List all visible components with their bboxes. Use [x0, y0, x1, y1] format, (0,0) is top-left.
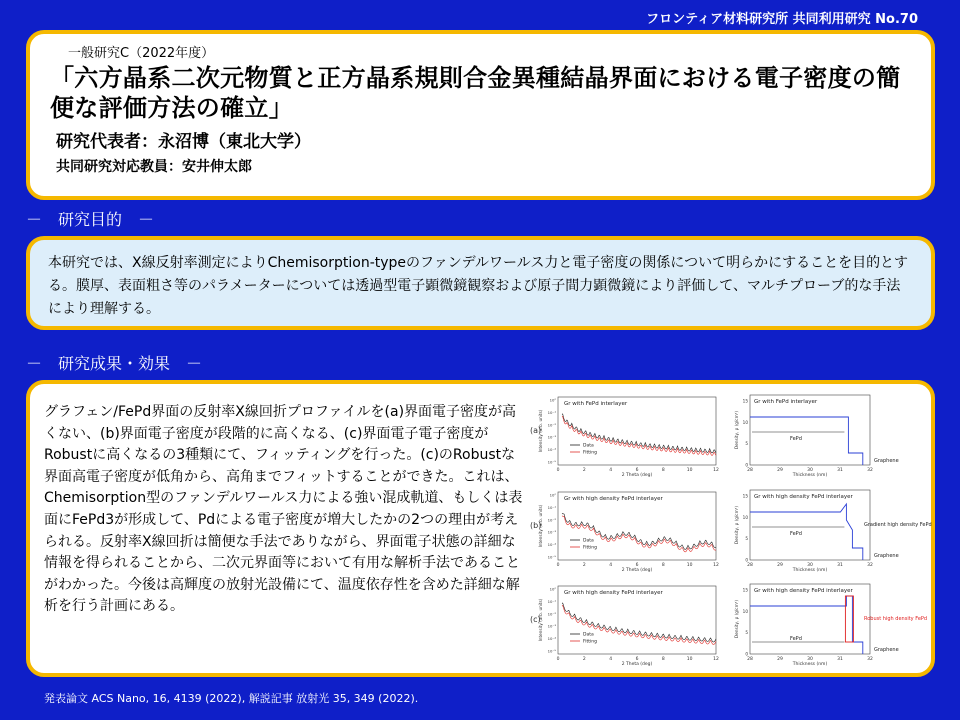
density-x-axis-label: Thickness (nm): [792, 568, 828, 573]
graphene-label: Graphene: [874, 553, 899, 559]
panel-label: (b): [530, 521, 542, 530]
density-y-tick-label: 5: [745, 441, 748, 447]
density-x-axis-label: Thickness (nm): [792, 473, 828, 478]
density-y-axis-label: Density, ρ (g/cm³): [734, 600, 739, 638]
density-x-tick-label: 29: [777, 468, 783, 473]
density-x-tick-label: 31: [837, 657, 843, 662]
robust-label: Robust high density FePd: [864, 616, 928, 622]
results-panel: [26, 380, 935, 677]
density-y-tick-label: 15: [742, 493, 748, 499]
density-y-tick-label: 5: [745, 630, 748, 636]
purpose-heading: － 研究目的 －: [26, 210, 155, 229]
results-heading: － 研究成果・効果 －: [26, 354, 203, 373]
xrr-x-tick-label: 0: [556, 657, 560, 662]
xrr-x-axis-label: 2 Theta (deg): [621, 662, 653, 667]
density-x-tick-label: 30: [807, 563, 813, 568]
purpose-text: 本研究では、X線反射率測定によりChemisorption-typeのファンデルワールス力と電子密度の関係について明らかにすることを目的とする。膜厚、表面粗さ等のパラメーターについては透過型電子顕微鏡観察および原子間力顕微鏡により評価して、マルチプローブ的な手法により理解する。: [48, 255, 909, 317]
purpose-panel: [26, 236, 935, 330]
xrr-x-tick-label: 10: [686, 563, 693, 568]
legend-fitting-label: Fitting: [583, 545, 597, 551]
panel-label: (a): [530, 426, 542, 435]
density-plot-frame: [750, 490, 870, 560]
xrr-x-tick-label: 8: [661, 468, 665, 473]
fepd-label: FePd: [790, 531, 802, 537]
density-y-tick-label: 15: [742, 587, 748, 593]
density-x-tick-label: 32: [867, 468, 873, 473]
density-y-tick-label: 10: [742, 514, 748, 520]
legend-fitting-label: Fitting: [583, 639, 597, 645]
xrr-x-tick-label: 8: [661, 657, 665, 662]
density-x-tick-label: 31: [837, 563, 843, 568]
xrr-x-axis-label: 2 Theta (deg): [621, 568, 653, 573]
xrr-y-tick-label: 10⁻¹: [547, 409, 556, 415]
legend-data-label: Data: [583, 632, 594, 638]
density-x-tick-label: 32: [867, 657, 873, 662]
xrr-y-tick-label: 10⁻⁵: [547, 459, 556, 465]
xrr-density-figure: [528, 386, 932, 671]
density-y-tick-label: 15: [742, 398, 748, 404]
xrr-x-tick-label: 2: [582, 563, 586, 568]
xrr-y-tick-label: 10⁻¹: [547, 504, 556, 510]
density-x-tick-label: 32: [867, 563, 873, 568]
density-x-tick-label: 28: [747, 468, 753, 473]
density-x-tick-label: 29: [777, 657, 783, 662]
xrr-y-tick-label: 10⁻³: [547, 529, 556, 535]
xrr-x-tick-label: 8: [661, 563, 665, 568]
density-x-tick-label: 28: [747, 563, 753, 568]
research-category: 一般研究C（2022年度）: [68, 46, 215, 61]
density-y-axis-label: Density, ρ (g/cm³): [734, 506, 739, 544]
xrr-y-tick-label: 10⁻⁴: [547, 636, 556, 642]
page-title: 「六方晶系二次元物質と正方晶系規則合金異種結晶界面における電子密度の簡便な評価方法の確立」: [50, 64, 901, 122]
xrr-x-tick-label: 6: [635, 563, 639, 568]
xrr-y-tick-label: 10⁰: [549, 586, 556, 592]
panel-label: (c): [530, 615, 541, 624]
header-tag: フロンティア材料研究所 共同利用研究 No.70: [646, 12, 918, 27]
density-y-tick-label: 5: [745, 536, 748, 542]
xrr-y-tick-label: 10⁻²: [547, 517, 556, 523]
xrr-plot-title: Gr with high density FePd interlayer: [564, 496, 663, 502]
xrr-x-tick-label: 10: [686, 468, 693, 473]
xrr-x-tick-label: 10: [686, 657, 693, 662]
xrr-y-tick-label: 10⁻⁵: [547, 554, 556, 560]
fepd-label: FePd: [790, 436, 802, 442]
xrr-x-tick-label: 12: [713, 563, 719, 568]
legend-data-label: Data: [583, 538, 594, 544]
xrr-x-tick-label: 2: [582, 468, 586, 473]
xrr-y-tick-label: 10⁻⁴: [547, 447, 556, 453]
xrr-plot-title: Gr with high density FePd interlayer: [564, 590, 663, 596]
xrr-y-axis-label: Intensity (arb. units): [538, 504, 543, 548]
xrr-x-tick-label: 6: [635, 468, 639, 473]
publication-footer: 発表論文 ACS Nano, 16, 4139 (2022), 解説記事 放射光 35, 349 (2022).: [44, 692, 419, 705]
xrr-x-axis-label: 2 Theta (deg): [621, 473, 653, 478]
xrr-y-tick-label: 10⁻¹: [547, 598, 556, 604]
xrr-y-tick-label: 10⁻³: [547, 623, 556, 629]
title-panel: [26, 30, 935, 200]
xrr-y-axis-label: Intensity (arb. units): [538, 409, 543, 453]
xrr-x-tick-label: 4: [609, 563, 613, 568]
xrr-y-tick-label: 10⁻²: [547, 422, 556, 428]
density-y-axis-label: Density, ρ (g/cm³): [734, 411, 739, 449]
density-plot-frame: [750, 395, 870, 465]
legend-fitting-label: Fitting: [583, 450, 597, 456]
xrr-x-tick-label: 0: [556, 468, 560, 473]
density-x-tick-label: 30: [807, 657, 813, 662]
xrr-x-tick-label: 0: [556, 563, 560, 568]
xrr-y-axis-label: Intensity (arb. units): [538, 598, 543, 642]
density-x-tick-label: 31: [837, 468, 843, 473]
xrr-y-tick-label: 10⁰: [549, 397, 556, 403]
fepd-label: FePd: [790, 636, 802, 642]
gradient-label: Gradient high density FePd: [864, 522, 932, 528]
xrr-x-tick-label: 4: [609, 657, 613, 662]
legend-data-label: Data: [583, 443, 594, 449]
graphene-label: Graphene: [874, 458, 899, 464]
density-plot-title: Gr with high density FePd interlayer: [754, 494, 853, 500]
density-plot-title: Gr with high density FePd interlayer: [754, 588, 853, 594]
density-x-tick-label: 29: [777, 563, 783, 568]
xrr-x-tick-label: 12: [713, 657, 719, 662]
density-x-tick-label: 30: [807, 468, 813, 473]
density-y-tick-label: 0: [745, 462, 748, 468]
density-y-tick-label: 10: [742, 608, 748, 614]
density-y-tick-label: 0: [745, 651, 748, 657]
graphene-label: Graphene: [874, 647, 899, 653]
principal-investigator: 研究代表者：永沼博（東北大学）: [56, 132, 311, 152]
xrr-y-tick-label: 10⁰: [549, 492, 556, 498]
results-text: グラフェン/FePd界面の反射率X線回折プロファイルを(a)界面電子密度が高くない、(b)界面電子密度が段階的に高くなる、(c)界面電子電子密度がRobustに高くなるの3種類にて、フィッティングを行った。(c)のRobustな界面高電子密度が低角から、高角までフィットすることができた。これは、Chemisorption型のファンデルワールス力による強い混成軌道、もしくは表面にFePd3が形成して、Pdによる電子密度が増大したかの2つの理由が考えられる。反射率X線回折は簡便な手法でありながら、界面電子状態の詳細な情報を得られることから、二次元界面等において有用な解析手法であることがわかった。今後は高輝度の放射光設備にて、温度依存性を含めた詳細な解析を行う計画にある。: [44, 404, 523, 615]
density-y-tick-label: 0: [745, 557, 748, 563]
density-x-tick-label: 28: [747, 657, 753, 662]
xrr-x-tick-label: 6: [635, 657, 639, 662]
xrr-plot-title: Gr with FePd interlayer: [564, 401, 628, 407]
xrr-x-tick-label: 4: [609, 468, 613, 473]
xrr-x-tick-label: 2: [582, 657, 586, 662]
xrr-y-tick-label: 10⁻⁵: [547, 648, 556, 654]
xrr-x-tick-label: 12: [713, 468, 719, 473]
xrr-y-tick-label: 10⁻²: [547, 611, 556, 617]
corresponding-faculty: 共同研究対応教員：安井伸太郎: [56, 159, 252, 175]
xrr-y-tick-label: 10⁻³: [547, 434, 556, 440]
density-plot-title: Gr with FePd interlayer: [754, 399, 818, 405]
density-x-axis-label: Thickness (nm): [792, 662, 828, 667]
density-y-tick-label: 10: [742, 419, 748, 425]
xrr-y-tick-label: 10⁻⁴: [547, 542, 556, 548]
